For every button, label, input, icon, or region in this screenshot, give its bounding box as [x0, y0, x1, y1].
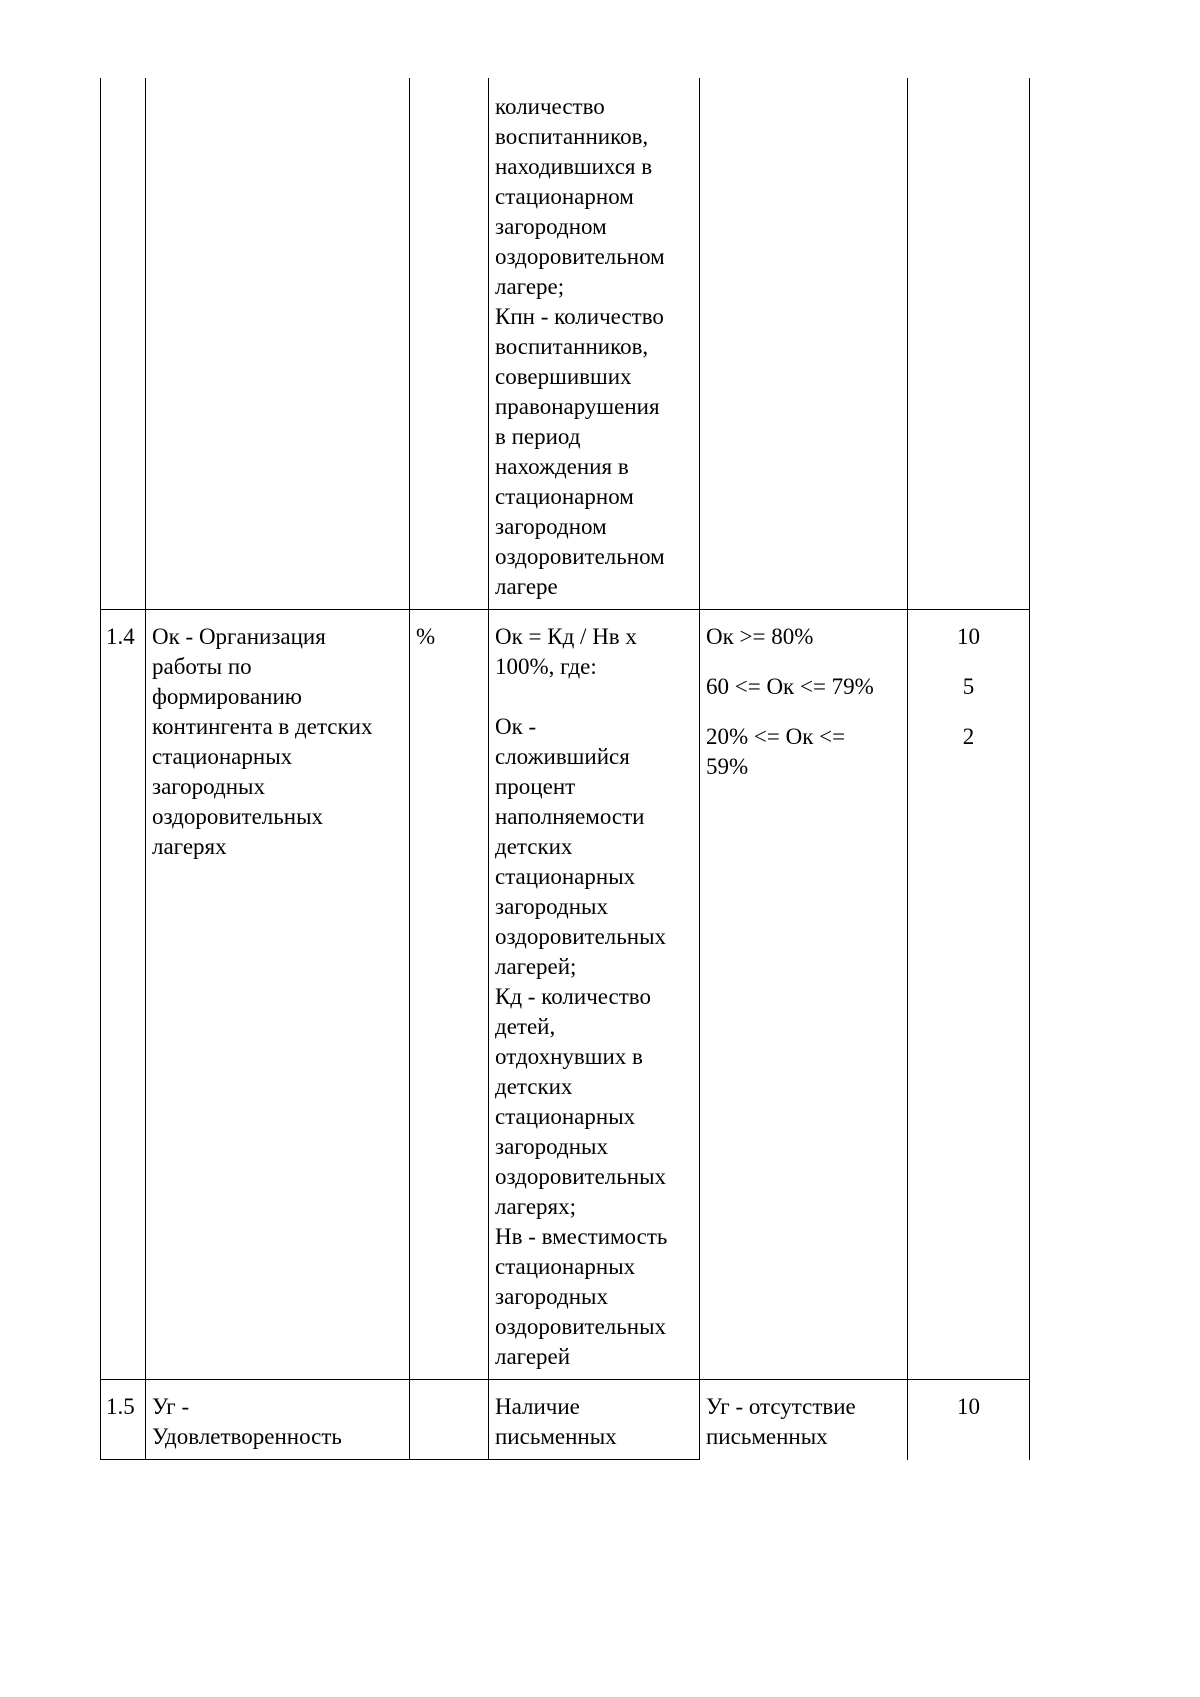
row-2-criterion-1: Уг - отсутствие письменных: [706, 1394, 856, 1449]
column-divider-2: [409, 78, 410, 1460]
column-divider-1: [145, 78, 146, 1460]
column-divider-5: [907, 78, 908, 1460]
row-divider-1: [100, 609, 1030, 610]
row-1-formula-cell: Ок - сложившийся процент наполняемости детских стационарных загородных оздоровительных лагерей; Кд - количество детей, отдохнувших в детских стационарных загородных оздоровительных лагерях; Нв - вместимость стационарных загородных оздоровительных лагерей: [495, 714, 668, 1369]
row-1-criterion-2: 60 <= Ок <= 79%: [706, 674, 874, 699]
table-border-left: [100, 78, 101, 1460]
table-border-bottom: [100, 1459, 700, 1460]
row-2-name-cell: Уг - Удовлетворенность: [152, 1394, 342, 1449]
row-1-unit-cell: %: [416, 624, 436, 649]
row-2-formula-cell: Наличие письменных: [495, 1394, 617, 1449]
row-2-points-1: 10: [957, 1394, 980, 1419]
row-divider-2: [100, 1379, 1030, 1380]
row-2-number-cell: 1.5: [106, 1394, 135, 1419]
row-1-points-2: 5: [962, 674, 975, 699]
row-1-formula-head-cell: Ок = Кд / Нв х 100%, где:: [495, 624, 637, 679]
row-1-points-1: 10: [957, 624, 980, 649]
row-1-points-3: 2: [962, 724, 975, 749]
row-0-formula-cell: количество воспитанников, находившихся в стационарном загородном оздоровительном лагере; Кпн - количество воспитанников, совершивших правонарушения в период нахождения в стационарном загородном оздоровительном лагере: [495, 94, 665, 599]
column-divider-3: [488, 78, 489, 1460]
table-border-right: [1029, 78, 1030, 1460]
column-divider-4: [699, 78, 700, 1460]
row-1-number-cell: 1.4: [106, 624, 135, 649]
row-1-name-cell: Ок - Организация работы по формированию контингента в детских стационарных загородных оздоровительных лагерях: [152, 624, 373, 859]
row-1-criterion-3: 20% <= Ок <= 59%: [706, 724, 846, 779]
row-1-criterion-1: Ок >= 80%: [706, 624, 814, 649]
